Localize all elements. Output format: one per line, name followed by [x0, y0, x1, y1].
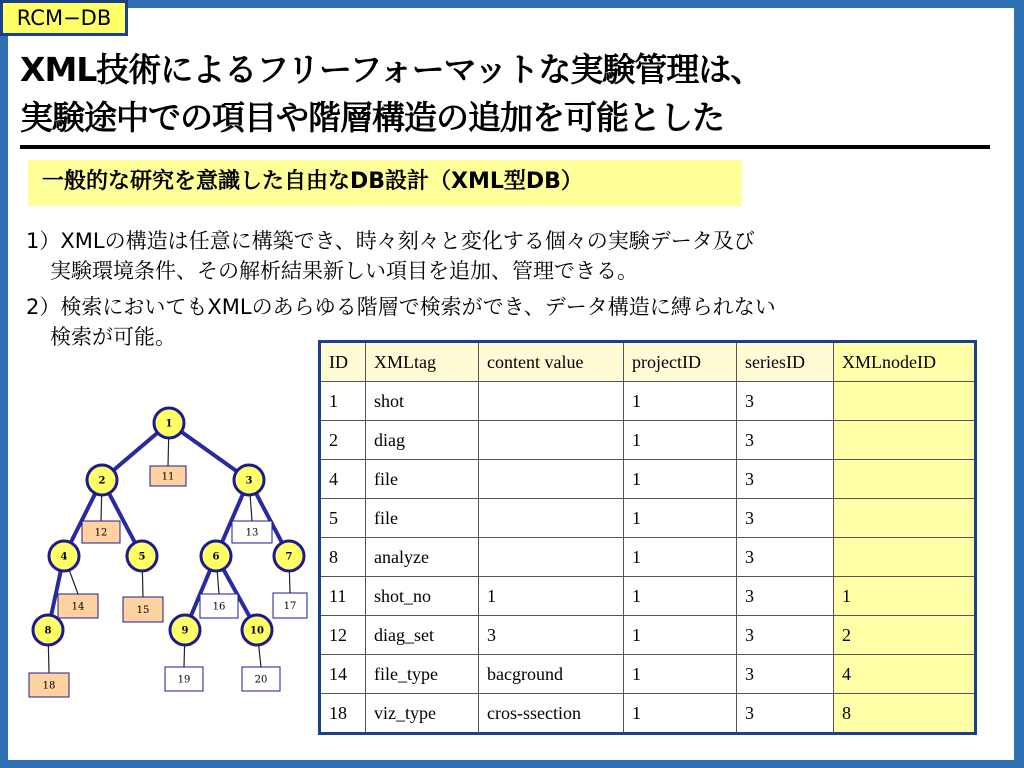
table-cell	[834, 421, 976, 460]
table-cell: 11	[320, 577, 366, 616]
table-header-cell: XMLnodeID	[834, 342, 976, 382]
table-cell: 1	[624, 655, 737, 694]
table-cell: viz_type	[366, 694, 479, 734]
table-cell: 8	[834, 694, 976, 734]
table-cell	[834, 538, 976, 577]
value-box-label: 13	[245, 527, 259, 539]
table-cell: 2	[834, 616, 976, 655]
table-row	[320, 382, 976, 421]
table-cell: 3	[737, 499, 834, 538]
tree-node-label: 9	[181, 625, 189, 637]
point-1: 1）XMLの構造は任意に構築でき、時々刻々と変化する個々の実験データ及び	[26, 229, 755, 253]
table-cell	[479, 382, 624, 421]
tree-node-label: 2	[98, 475, 106, 487]
table-row	[320, 460, 976, 499]
table-cell: 3	[737, 382, 834, 421]
table-cell: 1	[624, 460, 737, 499]
value-box-label: 17	[283, 601, 297, 612]
tree-node-label: 1	[165, 418, 173, 430]
table-cell: 1	[624, 694, 737, 734]
value-box-label: 20	[254, 674, 268, 686]
table-cell: 4	[320, 460, 366, 499]
table-cell: 3	[737, 577, 834, 616]
table-cell: 8	[320, 538, 366, 577]
table-header-cell: seriesID	[737, 342, 834, 382]
table-cell: 3	[737, 538, 834, 577]
table-row	[320, 694, 976, 734]
slide-title-line1: XML技術によるフリーフォーマットな実験管理は、	[20, 50, 763, 89]
table-header-cell: projectID	[624, 342, 737, 382]
table-cell	[479, 421, 624, 460]
table-cell: 1	[624, 577, 737, 616]
table-cell: shot	[366, 382, 479, 421]
table-cell: 14	[320, 655, 366, 694]
table-cell: 1	[834, 577, 976, 616]
point-2: 2）検索においてもXMLのあらゆる階層で検索ができ、データ構造に縛られない	[26, 295, 776, 319]
table-cell: file_type	[366, 655, 479, 694]
subtitle-banner: 一般的な研究を意識した自由なDB設計（XML型DB）	[28, 160, 742, 206]
table-cell: 5	[320, 499, 366, 538]
table-row	[320, 499, 976, 538]
xml-db-table	[318, 340, 977, 735]
rcm-db-tag: RCM−DB	[0, 0, 128, 36]
value-box-label: 11	[161, 471, 175, 483]
table-header-cell: ID	[320, 342, 366, 382]
tree-node-label: 8	[44, 625, 52, 637]
table-cell: bacground	[479, 655, 624, 694]
table-cell: file	[366, 460, 479, 499]
table-cell: 1	[624, 499, 737, 538]
tree-node-label: 6	[212, 551, 220, 563]
table-cell: 1	[320, 382, 366, 421]
table-cell: diag	[366, 421, 479, 460]
table-cell: 1	[624, 538, 737, 577]
table-cell: cros-ssection	[479, 694, 624, 734]
table-row	[320, 538, 976, 577]
table-header	[320, 342, 976, 382]
table-header-cell: XMLtag	[366, 342, 479, 382]
table-cell: 1	[479, 577, 624, 616]
table-cell	[834, 499, 976, 538]
table-row	[320, 616, 976, 655]
table-cell	[479, 538, 624, 577]
table-cell	[479, 460, 624, 499]
table-cell: file	[366, 499, 479, 538]
table-header-cell: content value	[479, 342, 624, 382]
table-cell: diag_set	[366, 616, 479, 655]
value-box-label: 19	[177, 674, 191, 686]
value-box-label: 15	[136, 605, 150, 616]
value-box-label: 14	[71, 601, 85, 613]
table-cell: 3	[737, 460, 834, 499]
value-box-label: 16	[212, 601, 226, 613]
tree-node-label: 4	[60, 551, 68, 563]
table-cell: 2	[320, 421, 366, 460]
tree-node-label: 3	[245, 475, 253, 487]
title-underline	[20, 145, 990, 149]
value-box-label: 18	[42, 680, 56, 692]
table-row	[320, 577, 976, 616]
tree-node-label: 10	[250, 625, 264, 637]
value-box-label: 12	[94, 527, 108, 539]
tree-node-label: 7	[285, 551, 293, 563]
table-cell	[479, 499, 624, 538]
table-cell: 1	[624, 616, 737, 655]
table-cell: 1	[624, 382, 737, 421]
table-cell: 12	[320, 616, 366, 655]
tree-node-label: 5	[138, 551, 146, 563]
table-cell	[834, 382, 976, 421]
table-cell: shot_no	[366, 577, 479, 616]
table-cell: 18	[320, 694, 366, 734]
table-cell	[834, 460, 976, 499]
point-1-cont: 実験環境条件、その解析結果新しい項目を追加、管理できる。	[50, 259, 638, 283]
table-cell: analyze	[366, 538, 479, 577]
table-row	[320, 421, 976, 460]
table-cell: 3	[737, 616, 834, 655]
table-cell: 3	[737, 694, 834, 734]
table-cell: 3	[737, 421, 834, 460]
table-cell: 1	[624, 421, 737, 460]
point-2-cont: 検索が可能。	[50, 325, 176, 349]
table-cell: 3	[479, 616, 624, 655]
table-cell: 4	[834, 655, 976, 694]
xml-tree-diagram	[0, 390, 320, 720]
table-row	[320, 655, 976, 694]
slide-title-line2: 実験途中での項目や階層構造の追加を可能とした	[20, 98, 724, 137]
table-cell: 3	[737, 655, 834, 694]
